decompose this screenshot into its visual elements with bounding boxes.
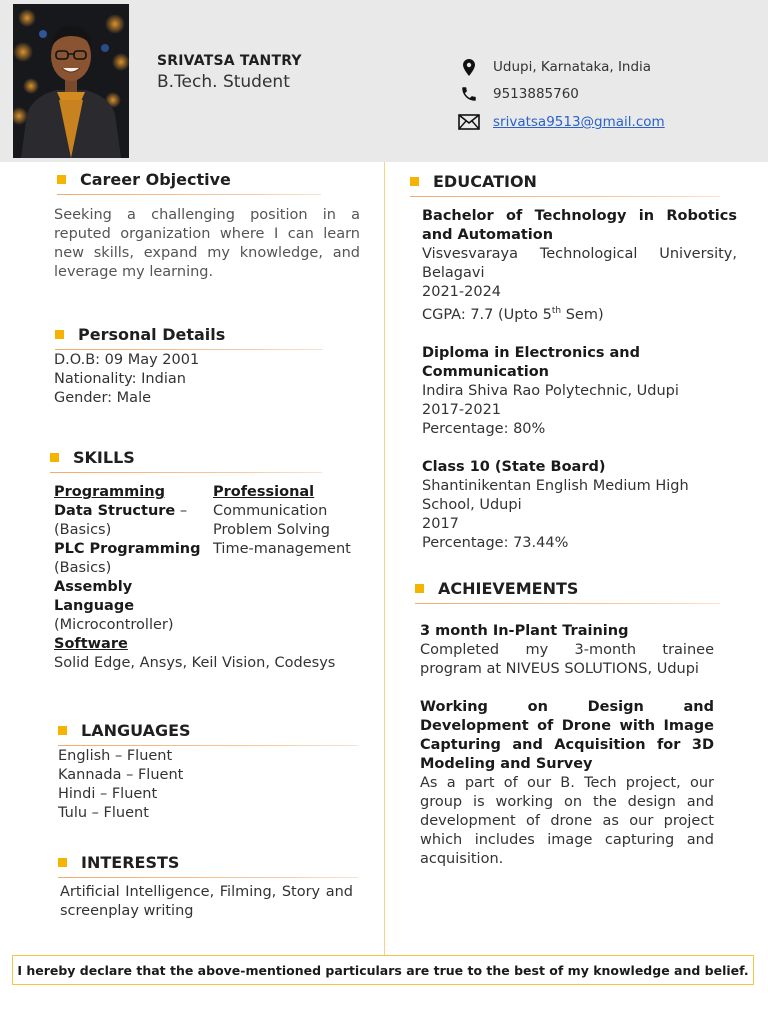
software-title: Software bbox=[54, 636, 128, 652]
language-item: Tulu – Fluent bbox=[58, 805, 149, 821]
institute-name: Indira Shiva Rao Polytechnic, Udupi bbox=[422, 382, 679, 399]
degree-title: Diploma in Electronics and Communication bbox=[422, 344, 641, 380]
education-years: 2017-2021 bbox=[422, 401, 502, 418]
candidate-title: B.Tech. Student bbox=[157, 72, 290, 92]
skill-note: (Basics) bbox=[54, 560, 112, 576]
skill-item: Data Structure – bbox=[54, 503, 188, 519]
heading-underline bbox=[415, 603, 720, 604]
achievement-title: 3 month In-Plant Training bbox=[420, 623, 629, 639]
bullet-square-icon bbox=[57, 175, 66, 184]
skill-item: Time-management bbox=[213, 541, 351, 557]
profile-photo bbox=[13, 4, 129, 158]
email-link[interactable]: srivatsa9513@gmail.com bbox=[493, 114, 665, 130]
contact-location bbox=[458, 57, 651, 77]
education-section bbox=[410, 172, 720, 197]
personal-details-section bbox=[55, 325, 323, 350]
degree-title: Class 10 (State Board) bbox=[422, 458, 606, 475]
declaration-box: I hereby declare that the above-mentioned particulars are true to the best of my knowledge and belief. bbox=[12, 955, 754, 985]
language-item: English – Fluent bbox=[58, 748, 173, 764]
bullet-square-icon bbox=[58, 726, 67, 735]
skill-item: Problem Solving bbox=[213, 522, 330, 538]
bullet-square-icon bbox=[50, 453, 59, 462]
heading-underline bbox=[55, 349, 323, 350]
education-entry bbox=[422, 207, 737, 325]
location-pin-icon bbox=[458, 57, 480, 77]
education-score: Percentage: 73.44% bbox=[422, 534, 569, 551]
personal-details-heading: Personal Details bbox=[55, 325, 323, 344]
gender-text: Gender: Male bbox=[54, 390, 152, 406]
heading-underline bbox=[58, 877, 358, 878]
achievements-heading: ACHIEVEMENTS bbox=[415, 579, 720, 598]
achievement-text: Completed my 3-month trainee program at NIVEUS SOLUTIONS, Udupi bbox=[420, 642, 714, 677]
professional-skills bbox=[213, 483, 373, 559]
language-item: Hindi – Fluent bbox=[58, 786, 158, 802]
contact-email bbox=[458, 112, 665, 132]
education-list bbox=[422, 207, 737, 553]
professional-title: Professional bbox=[213, 484, 315, 500]
skills-section bbox=[50, 448, 322, 473]
software-skills bbox=[54, 635, 374, 673]
languages-list bbox=[58, 747, 358, 823]
skill-item: Assembly Language bbox=[54, 579, 135, 614]
bullet-square-icon bbox=[58, 858, 67, 867]
skill-item: Communication bbox=[213, 503, 328, 519]
language-item: Kannada – Fluent bbox=[58, 767, 184, 783]
heading-underline bbox=[57, 194, 321, 195]
interests-heading: INTERESTS bbox=[58, 853, 358, 872]
header-band bbox=[0, 0, 768, 162]
heading-underline bbox=[58, 745, 358, 746]
institute-name: Shantinikentan English Medium High School, Udupi bbox=[422, 477, 689, 513]
languages-heading: LANGUAGES bbox=[58, 721, 358, 740]
institute-name: Visvesvaraya Technological University, Belagavi bbox=[422, 246, 737, 281]
programming-skills bbox=[54, 483, 214, 635]
skills-heading: SKILLS bbox=[50, 448, 322, 467]
dob-text: D.O.B: 09 May 2001 bbox=[54, 352, 200, 368]
programming-title: Programming bbox=[54, 484, 165, 500]
achievement-entry bbox=[420, 622, 714, 679]
contact-phone bbox=[458, 84, 579, 104]
achievements-section bbox=[415, 579, 720, 604]
degree-title: Bachelor of Technology in Robotics and Automation bbox=[422, 208, 737, 243]
education-entry bbox=[422, 344, 737, 439]
education-years: 2021-2024 bbox=[422, 284, 502, 300]
education-heading: EDUCATION bbox=[410, 172, 720, 191]
heading-underline bbox=[50, 472, 322, 473]
interests-text: Artificial Intelligence, Filming, Story and screenplay writing bbox=[60, 884, 353, 919]
education-entry bbox=[422, 458, 737, 553]
achievement-text: As a part of our B. Tech project, our group is working on the design and development of drone as our project which includes image capturing and acquisition. bbox=[420, 775, 714, 867]
education-score: Percentage: 80% bbox=[422, 420, 546, 437]
achievement-title: Working on Design and Development of Drone with Image Capturing and Acquisition for 3D Modeling and Survey bbox=[420, 699, 714, 772]
skill-note: (Microcontroller) bbox=[54, 617, 174, 633]
bullet-square-icon bbox=[410, 177, 419, 186]
interests-section bbox=[58, 853, 358, 878]
education-score: CGPA: 7.7 (Upto 5th Sem) bbox=[422, 306, 604, 323]
envelope-icon bbox=[458, 112, 480, 132]
location-text: Udupi, Karnataka, India bbox=[493, 59, 652, 75]
career-objective-section bbox=[57, 170, 321, 195]
career-objective-heading: Career Objective bbox=[57, 170, 321, 189]
nationality-text: Nationality: Indian bbox=[54, 371, 186, 387]
education-years: 2017 bbox=[422, 515, 459, 532]
achievement-entry bbox=[420, 698, 714, 869]
skill-item: PLC Programming bbox=[54, 541, 201, 557]
achievements-list bbox=[420, 622, 714, 869]
heading-underline bbox=[410, 196, 720, 197]
phone-icon bbox=[458, 84, 480, 104]
bullet-square-icon bbox=[415, 584, 424, 593]
personal-details-list bbox=[54, 351, 354, 408]
skill-note: (Basics) bbox=[54, 522, 112, 538]
software-list: Solid Edge, Ansys, Keil Vision, Codesys bbox=[54, 655, 336, 671]
candidate-name: SRIVATSA TANTRY bbox=[157, 53, 302, 69]
career-objective-text: Seeking a challenging position in a reputed organization where I can learn new skills, expand my knowledge, and leverage my learning. bbox=[54, 207, 360, 280]
phone-text: 9513885760 bbox=[493, 86, 579, 102]
bullet-square-icon bbox=[55, 330, 64, 339]
column-divider bbox=[384, 162, 385, 956]
languages-section bbox=[58, 721, 358, 746]
